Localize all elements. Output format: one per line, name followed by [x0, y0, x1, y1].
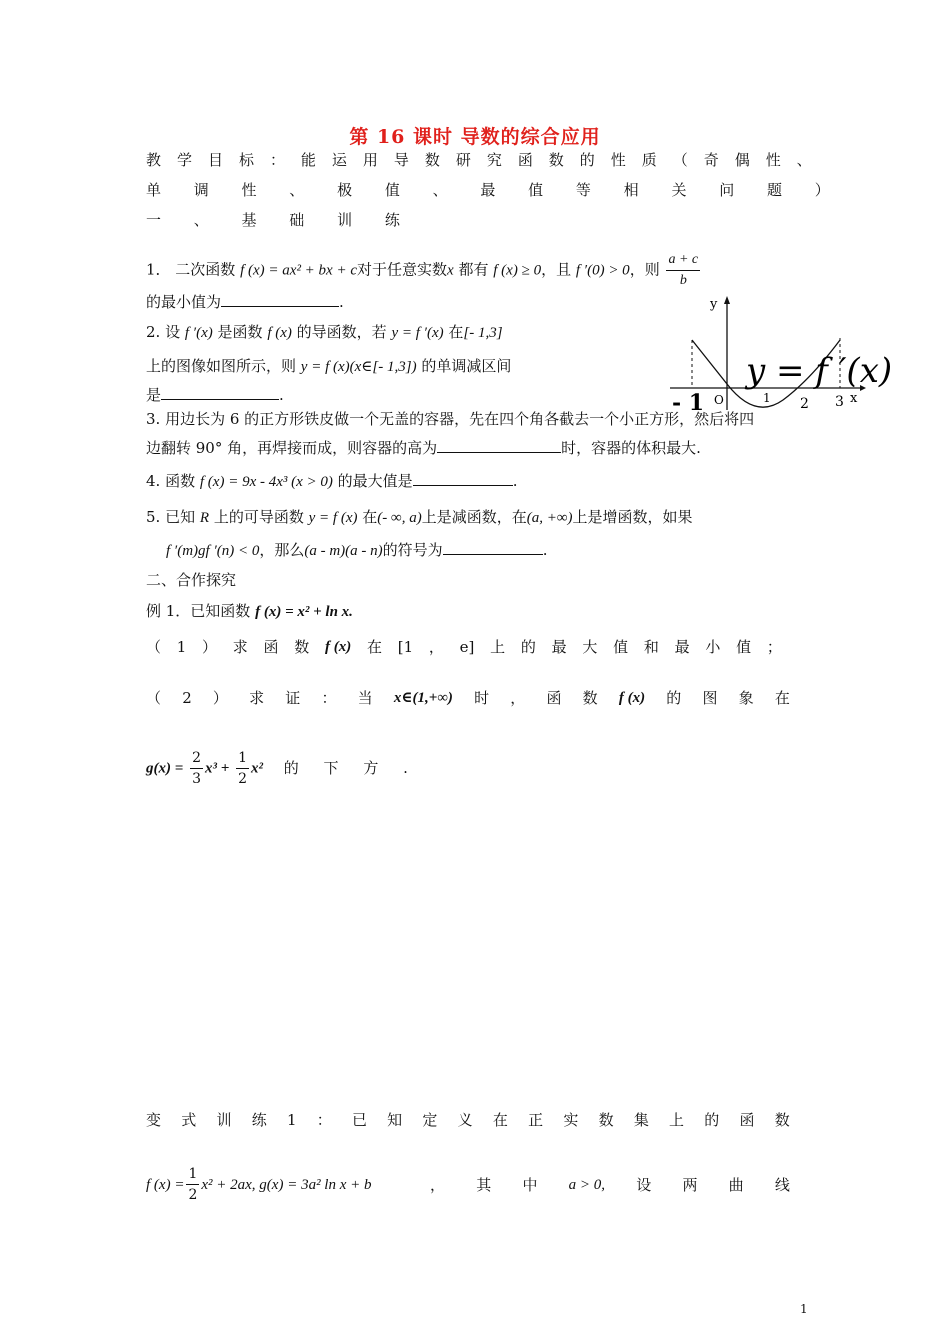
text-char: 求	[249, 689, 265, 707]
text-char: 式	[181, 1111, 197, 1129]
text-char: 的	[520, 638, 536, 656]
text-char: 定	[422, 1111, 438, 1129]
text-char: 的	[704, 1111, 720, 1129]
text-char: 和	[643, 638, 659, 656]
text-char: 1	[286, 1111, 297, 1129]
question-5: 5. 已知 R 上的可导函数 y = f (x) 在(- ∞, a)上是减函数，在(a, +∞)上是增函数，如果	[146, 508, 693, 526]
answer-blank[interactable]	[413, 471, 513, 486]
text-char: 导	[393, 151, 409, 169]
text-char: 知	[387, 1111, 403, 1129]
text-char: 集	[633, 1111, 649, 1129]
example-1-part1	[146, 637, 782, 657]
question-4: 4. 函数 f (x) = 9x - 4x³ (x > 0) 的最大值是 .	[146, 472, 518, 490]
question-2-line2: 上的图像如图所示，则 y = f (x)(x∈[- 1,3]) 的单调减区间	[146, 357, 512, 375]
text-char: 函	[263, 638, 279, 656]
fraction-a-plus-c-over-b: $\frac{a + c}{b}$	[668, 252, 699, 288]
y-axis-arrow	[724, 296, 730, 304]
text-char: 在	[774, 689, 790, 707]
text-char: 中	[522, 1175, 538, 1194]
text-char: 奇	[703, 151, 719, 169]
variant-training-1	[146, 1110, 790, 1130]
teaching-goal-line2: 单 调 性 、 极 值 、 最 值 等 相 关 问 题 ）	[146, 181, 844, 199]
text-char: 究	[486, 151, 502, 169]
tick-label: 2	[800, 396, 809, 412]
text-char: 数	[582, 689, 598, 707]
question-3: 3. 用边长为 6 的正方形铁皮做一个无盖的容器，先在四个角各截去一个小正方形，然后将四	[146, 410, 755, 428]
text-char: 2	[182, 689, 192, 707]
text-char: ，	[428, 638, 444, 656]
text-char: 数	[548, 151, 564, 169]
text-char: 在	[367, 638, 383, 656]
question-3-line2: 边翻转 90° 角，再焊接而成，则容器的高为 时，容器的体积最大.	[146, 439, 701, 457]
text-char: 时	[474, 689, 490, 707]
text-char: 求	[232, 638, 248, 656]
text-char: f (x)	[325, 639, 352, 655]
curve-label: y = f ′(x)	[746, 351, 893, 391]
text-char: 的	[666, 689, 682, 707]
derivative-graph	[670, 292, 893, 416]
text-char: 值	[613, 638, 629, 656]
text-char: 目	[207, 151, 223, 169]
text-char: ；	[766, 638, 782, 656]
answer-blank[interactable]	[443, 540, 543, 555]
text-char: ，	[430, 1175, 446, 1194]
question-2-line3: 是 .	[146, 386, 284, 404]
text-char: 变	[146, 1111, 162, 1129]
text-char: 数	[598, 1111, 614, 1129]
variant-training-1-line2: f (x) = $\frac{1}{2}$ x² + 2ax, g(x) = 3a² ln x + b ， 其 中 a > 0, 设 两 曲 线	[146, 1166, 790, 1203]
text-char: 练	[251, 1111, 267, 1129]
text-char: 教	[146, 151, 162, 169]
question-2: 2. 设 f ′(x) 是函数 f (x) 的导函数，若 y = f ′(x) 在[- 1,3]	[146, 323, 503, 341]
question-1-line2: 的最小值为 .	[146, 293, 344, 311]
example-1-part2	[146, 688, 790, 708]
answer-blank[interactable]	[161, 385, 279, 400]
text-char: 曲	[728, 1175, 744, 1194]
text-char: x∈(1,+∞)	[393, 690, 453, 706]
text-char: 当	[357, 689, 373, 707]
text-char: 大	[582, 638, 598, 656]
text-char: f (x)	[618, 690, 646, 706]
text-char: 偶	[734, 151, 750, 169]
text-char: 两	[682, 1175, 698, 1194]
text-char: （	[146, 638, 162, 656]
section-cooperative-inquiry: 二、合作探究	[146, 571, 237, 589]
text-char: 最	[551, 638, 567, 656]
text-char: 上	[669, 1111, 685, 1129]
text-char: 证	[285, 689, 301, 707]
teaching-goal-line1	[146, 150, 812, 170]
tick-label: 1	[763, 391, 771, 405]
text-char: ：	[321, 689, 337, 707]
text-char: 能	[300, 151, 316, 169]
lesson-title: 第 16 课时 导数的综合应用	[349, 126, 601, 148]
text-char: 的	[579, 151, 595, 169]
text-char: 用	[362, 151, 378, 169]
answer-blank[interactable]	[437, 438, 561, 453]
text-char: （	[672, 151, 688, 169]
text-char: 数	[294, 638, 310, 656]
text-char: 函	[739, 1111, 755, 1129]
text-char: 在	[492, 1111, 508, 1129]
text-char: 1	[176, 638, 187, 656]
text-char: 、	[796, 151, 812, 169]
text-char: 图	[702, 689, 718, 707]
answer-blank[interactable]	[221, 292, 339, 307]
question-1: 1． 二次函数 f (x) = ax² + bx + c对于任意实数x 都有 f (x) ≥ 0，且 f ′(0) > 0，则 $\frac{a + c}{b}$	[146, 250, 702, 291]
text-char: 正	[528, 1111, 544, 1129]
text-char: 最	[674, 638, 690, 656]
section-basic-training: 一 、 基 础 训 练	[146, 211, 414, 229]
text-char: 数	[424, 151, 440, 169]
text-char: 标	[238, 151, 254, 169]
example-1-part2-cont: g(x) = $\frac{2}{3}$ x³ + $\frac{1}{2}$ x² 的 下 方 .	[146, 750, 418, 787]
goal-chars	[146, 150, 812, 170]
question-5-line2: f ′(m)gf ′(n) < 0，那么(a - m)(a - n)的符号为 .	[166, 541, 548, 559]
text-char: ）	[212, 689, 228, 707]
page-number: 1	[800, 1302, 808, 1316]
text-char: 性	[610, 151, 626, 169]
text-char: ：	[316, 1111, 332, 1129]
text-char: 小	[705, 638, 721, 656]
text-char: 实	[563, 1111, 579, 1129]
text-char: ：	[269, 151, 285, 169]
text-char: 已	[351, 1111, 367, 1129]
text-char: ，	[510, 689, 526, 707]
example-1: 例 1．已知函数 f (x) = x² + ln x.	[146, 602, 353, 620]
text-char: 训	[216, 1111, 232, 1129]
y-axis-label: y	[710, 297, 718, 312]
text-char: a > 0,	[568, 1176, 606, 1193]
x-axis-label: x	[850, 391, 858, 406]
text-char: 函	[546, 689, 562, 707]
text-char: 研	[455, 151, 471, 169]
text-char: 上	[490, 638, 506, 656]
origin-label: O	[714, 393, 724, 407]
text-char: 义	[457, 1111, 473, 1129]
text-char: 数	[774, 1111, 790, 1129]
text-char: 运	[331, 151, 347, 169]
text-char: 值	[736, 638, 752, 656]
text-char: 其	[476, 1175, 492, 1194]
text-char: （	[146, 689, 162, 707]
text-char: 学	[176, 151, 192, 169]
tick-label: - 1	[672, 390, 705, 416]
text-char: 质	[641, 151, 657, 169]
text-char: 设	[636, 1175, 652, 1194]
text-char: e]	[459, 638, 475, 656]
text-char: [1	[397, 638, 414, 656]
tick-label: 3	[835, 394, 844, 410]
text-char: 性	[765, 151, 781, 169]
text-char: 象	[738, 689, 754, 707]
text-char: ）	[202, 638, 218, 656]
text-char: 函	[517, 151, 533, 169]
text-char: 线	[774, 1175, 790, 1194]
